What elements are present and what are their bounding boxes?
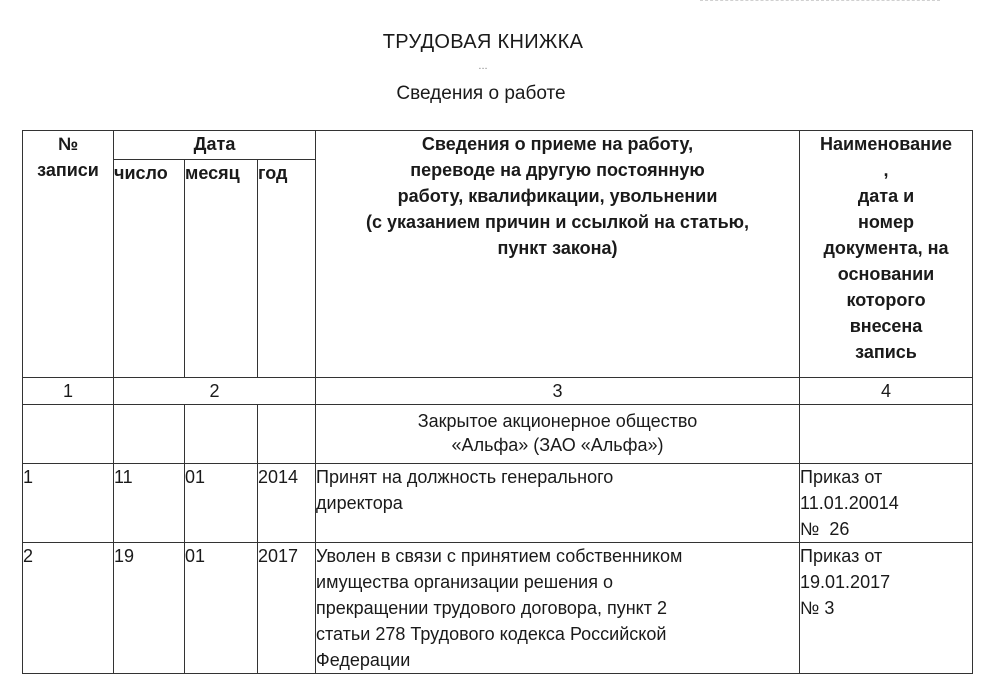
empty-cell (800, 405, 973, 464)
empty-cell (23, 405, 114, 464)
record-info-line: имущества организации решения о (316, 572, 613, 592)
organization-name-line: Закрытое акционерное общество (417, 411, 698, 431)
header-document-line: которого (846, 290, 926, 310)
header-work-info-line: пункт закона) (497, 238, 618, 258)
title-dots: ... (478, 60, 488, 72)
record-info (316, 543, 800, 674)
header-document (800, 131, 973, 378)
record-info-line: директора (316, 493, 403, 513)
record-document-line: 19.01.2017 (800, 572, 891, 592)
record-day: 19 (114, 543, 185, 674)
header-document-line: Наименование (819, 134, 953, 154)
record-info (316, 464, 800, 543)
record-info-line: Федерации (316, 650, 411, 670)
document-subtitle: Сведения о работе (396, 83, 566, 104)
record-info-line: прекращении трудового договора, пункт 2 (316, 598, 667, 618)
header-month: месяц (185, 160, 258, 378)
record-info-line: Принят на должность генерального (316, 467, 614, 487)
empty-cell (258, 405, 316, 464)
record-document-line: № 26 (800, 519, 850, 539)
column-number-3: 3 (316, 378, 800, 405)
header-document-line: основании (837, 264, 935, 284)
header-record-number (23, 131, 114, 378)
header-document-line: дата и (857, 186, 915, 206)
header-work-info-line: переводе на другую постоянную (410, 160, 705, 180)
record-year: 2014 (258, 464, 316, 543)
header-record-number-line1: № (57, 134, 79, 154)
organization-name-line: «Альфа» (ЗАО «Альфа») (451, 435, 664, 455)
table-row (23, 543, 973, 674)
header-record-number-line2: записи (37, 160, 99, 180)
record-document-line: № 3 (800, 598, 835, 618)
header-date: Дата (114, 131, 316, 160)
header-document-line: запись (855, 342, 917, 362)
record-number: 2 (23, 543, 114, 674)
column-number-1: 1 (23, 378, 114, 405)
column-number-row (23, 378, 973, 405)
header-document-line: номер (858, 212, 914, 232)
document-title: ТРУДОВАЯ КНИЖКА (382, 31, 584, 53)
column-number-2: 2 (114, 378, 316, 405)
column-number-4: 4 (800, 378, 973, 405)
record-month: 01 (185, 543, 258, 674)
record-document (800, 464, 973, 543)
header-document-line: , (883, 160, 889, 180)
record-month: 01 (185, 464, 258, 543)
header-row-1 (23, 131, 973, 160)
record-document (800, 543, 973, 674)
header-work-info-line: (с указанием причин и ссылкой на статью, (366, 212, 750, 232)
record-document-line: Приказ от (800, 546, 883, 566)
header-document-line: документа, на (823, 238, 949, 258)
record-document-line: 11.01.20014 (800, 493, 899, 513)
record-info-line: статьи 278 Трудового кодекса Российской (316, 624, 667, 644)
table-row (23, 464, 973, 543)
employment-record-table (22, 130, 973, 674)
record-year: 2017 (258, 543, 316, 674)
header-year: год (258, 160, 316, 378)
empty-cell (185, 405, 258, 464)
record-info-line: Уволен в связи с принятием собственником (316, 546, 683, 566)
header-day: число (114, 160, 185, 378)
record-day: 11 (114, 464, 185, 543)
header-work-info-line: работу, квалификации, увольнении (397, 186, 718, 206)
record-document-line: Приказ от (800, 467, 883, 487)
header-work-info (316, 131, 800, 378)
organization-row (23, 405, 973, 464)
record-number: 1 (23, 464, 114, 543)
header-work-info-line: Сведения о приеме на работу, (421, 134, 694, 154)
top-edge-line (700, 0, 940, 4)
organization-name (316, 405, 800, 464)
empty-cell (114, 405, 185, 464)
header-document-line: внесена (849, 316, 923, 336)
